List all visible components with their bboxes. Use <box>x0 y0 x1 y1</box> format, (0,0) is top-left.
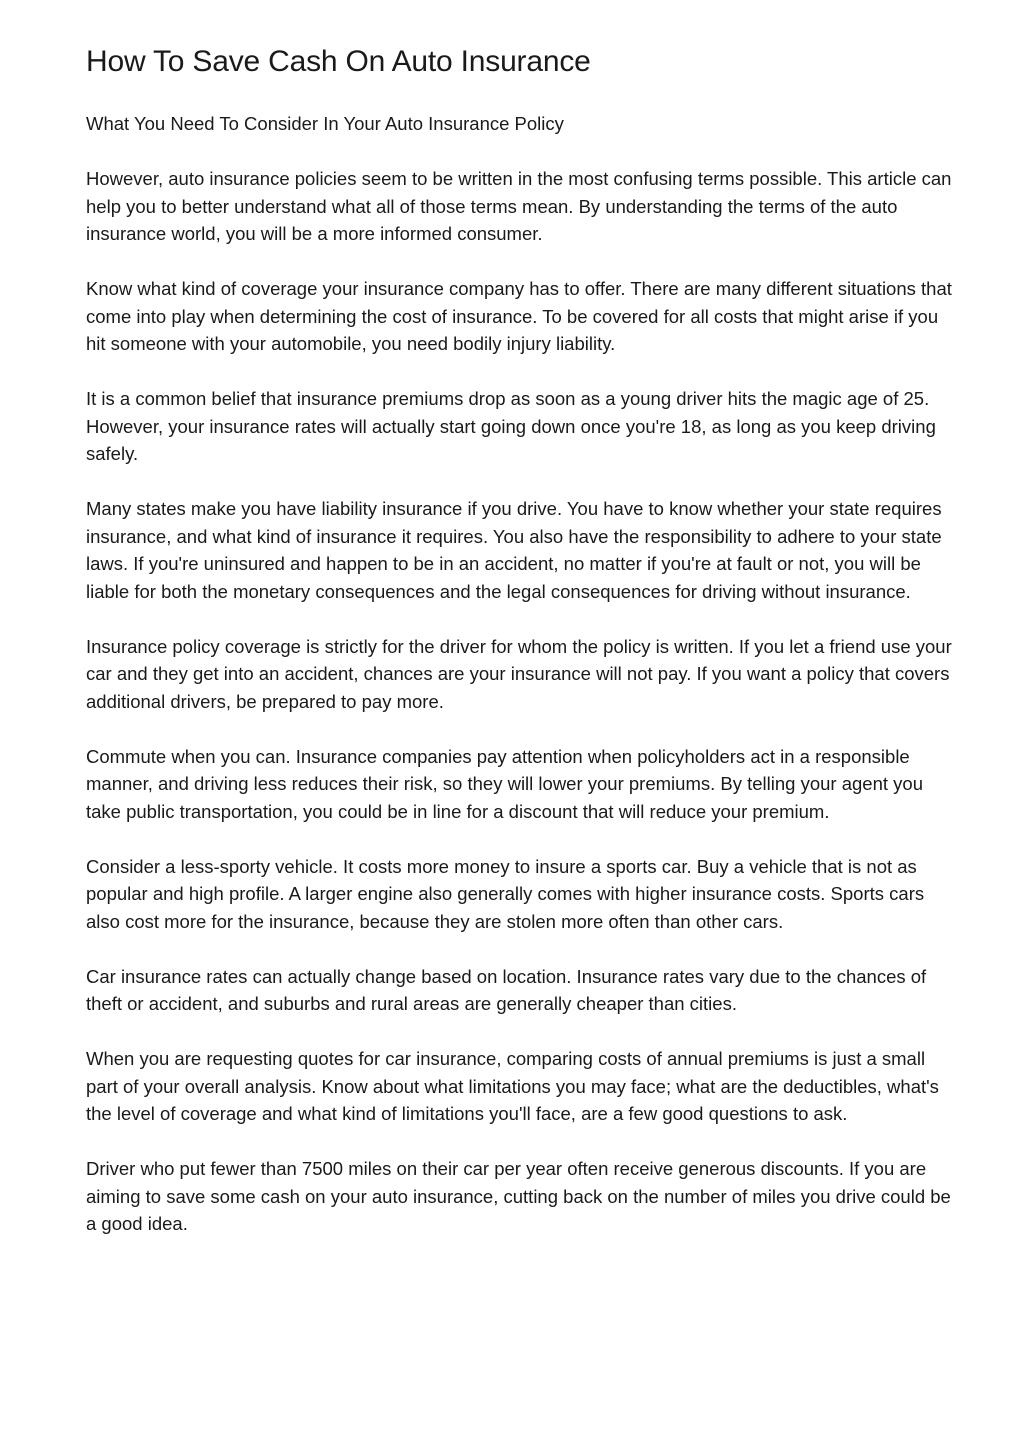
paragraph-2: Know what kind of coverage your insurance company has to offer. There are many different situations that come into play when determining the cost of insurance. To be covered for all costs that might arise if you hit someone with your automobile, you need bodily injury liability. <box>86 278 952 354</box>
paragraph-6: Commute when you can. Insurance companies pay attention when policyholders act in a responsible manner, and driving less reduces their risk, so they will lower your premiums. By telling your agent you take public transportation, you could be in line for a discount that will reduce your premium. <box>86 745 923 822</box>
paragraph-8: Car insurance rates can actually change based on location. Insurance rates vary due to the chances of theft or accident, and suburbs and rural areas are generally cheaper than cities. <box>86 965 927 1014</box>
document-page <box>86 40 956 1238</box>
paragraph-5: Insurance policy coverage is strictly for the driver for whom the policy is written. If you let a friend use your car and they get into an accident, chances are your insurance will not pay. If you want a policy that covers additional drivers, be prepared to pay more. <box>86 635 952 712</box>
document-subtitle: What You Need To Consider In Your Auto Insurance Policy <box>86 113 564 134</box>
paragraph-7: Consider a less-sporty vehicle. It costs more money to insure a sports car. Buy a vehicle that is not as popular and high profile. A larger engine also generally comes with higher insurance costs. Sports cars also cost more for the insurance, because they are stolen more often than other cars. <box>86 855 925 932</box>
paragraph-10: Driver who put fewer than 7500 miles on their car per year often receive generous discounts. If you are aiming to save some cash on your auto insurance, cutting back on the number of miles you drive could be a good idea. <box>86 1158 951 1234</box>
paragraph-1: However, auto insurance policies seem to be written in the most confusing terms possible. This article can help you to better understand what all of those terms mean. By understanding the terms of the auto insurance world, you will be a more informed consumer. <box>86 168 952 244</box>
paragraph-4: Many states make you have liability insurance if you drive. You have to know whether your state requires insurance, and what kind of insurance it requires. You also have the responsibility to adhere to your state laws. If you're uninsured and happen to be in an accident, no matter if you're at fault or not, you will be liable for both the monetary consequences and the legal consequences for driving without insurance. <box>86 498 942 602</box>
paragraph-9: When you are requesting quotes for car insurance, comparing costs of annual premiums is just a small part of your overall analysis. Know about what limitations you may face; what are the deductibles, what's the level of coverage and what kind of limitations you'll face, are a few good questions to ask. <box>86 1048 939 1124</box>
paragraph-3: It is a common belief that insurance premiums drop as soon as a young driver hits the magic age of 25. However, your insurance rates will actually start going down once you're 18, as long as you keep driving safely. <box>86 388 936 464</box>
document-title: How To Save Cash On Auto Insurance <box>86 45 591 78</box>
